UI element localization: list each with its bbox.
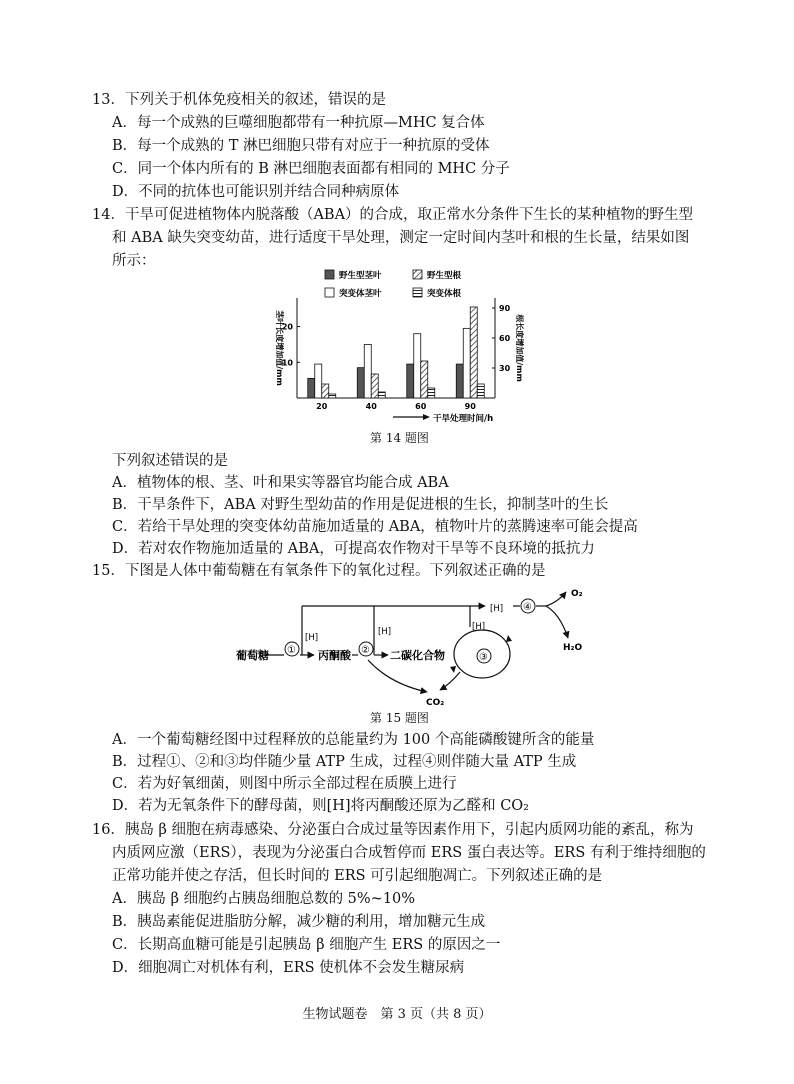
figure-15-caption: 第 15 题图	[370, 711, 429, 725]
y-axis-label-right: 根长度增加值/mm	[515, 314, 524, 382]
bar-野生型茎叶-40	[357, 368, 364, 398]
q16-stem-line3: 正常功能并使之存活，但长时间的 ERS 可引起细胞凋亡。下列叙述正确的是	[112, 868, 603, 884]
x-tick-label: 40	[365, 402, 377, 411]
bar-突变体根-40	[378, 392, 385, 398]
page-footer: 生物试题卷 第 3 页（共 8 页）	[302, 1007, 492, 1022]
h-label-4: [H]	[490, 604, 504, 614]
q15-option-c: C．若为好氧细菌，则图中所示全部过程在质膜上进行	[112, 776, 457, 792]
bar-突变体茎叶-20	[315, 364, 322, 398]
bar-野生型茎叶-20	[308, 378, 315, 398]
bar-突变体茎叶-40	[364, 344, 371, 398]
figure-14-caption: 第 14 题图	[370, 431, 429, 445]
bar-野生型根-60	[421, 361, 428, 398]
q15-stem: 15．下图是人体中葡萄糖在有氧条件下的氧化过程。下列叙述正确的是	[92, 563, 546, 579]
step-1-label: ①	[287, 645, 296, 656]
h2o-label: H₂O	[563, 643, 583, 653]
x-tick-label: 90	[464, 402, 476, 411]
q14-stem-line3: 所示：	[112, 253, 156, 269]
step-4-label: ④	[523, 602, 532, 613]
right-tick-label: 30	[499, 364, 511, 373]
bar-突变体茎叶-90	[463, 328, 470, 398]
q16-option-b: B．胰岛素能促进脂肪分解，减少糖的利用，增加糖元生成	[112, 914, 486, 930]
bar-突变体茎叶-60	[414, 334, 421, 398]
q15-option-d: D．若为无氧条件下的酵母菌，则[H]将丙酮酸还原为乙醛和 CO₂	[112, 798, 529, 814]
q13-option-b: B．每一个成熟的 T 淋巴细胞只带有对应于一种抗原的受体	[112, 138, 490, 154]
q14-option-b: B．干旱条件下，ABA 对野生型幼苗的作用是促进根的生长，抑制茎叶的生长	[112, 497, 609, 513]
pyruvate-label: 丙酮酸	[318, 649, 351, 662]
q14-option-c: C．若给干旱处理的突变体幼苗施加适量的 ABA，植物叶片的蒸腾速率可能会提高	[112, 519, 638, 535]
right-tick-label: 60	[499, 334, 511, 343]
legend-label: 野生型茎叶	[339, 271, 382, 281]
left-tick-label: 10	[281, 358, 293, 368]
q15-option-b: B．过程①、②和③均伴随少量 ATP 生成，过程④则伴随大量 ATP 生成	[112, 754, 577, 770]
q13-stem: 13．下列关于机体免疫相关的叙述，错误的是	[92, 92, 386, 108]
left-tick-label: 20	[281, 322, 293, 332]
glucose-label: 葡萄糖	[236, 649, 269, 662]
q14-lead: 下列叙述错误的是	[112, 453, 228, 469]
q16-stem-line1: 16．胰岛 β 细胞在病毒感染、分泌蛋白合成过量等因素作用下，引起内质网功能的紊乱，称为	[92, 822, 694, 838]
q14-option-a: A．植物体的根、茎、叶和果实等器官均能合成 ABA	[112, 475, 449, 491]
right-tick-label: 90	[499, 304, 511, 313]
figure-14-chart	[255, 262, 555, 430]
legend-swatch-突变体茎叶	[325, 288, 334, 297]
x-tick-label: 60	[415, 402, 427, 411]
bar-野生型根-40	[371, 374, 378, 398]
bar-野生型茎叶-60	[407, 364, 414, 398]
co2-label: CO₂	[426, 698, 445, 708]
bar-突变体根-20	[329, 394, 336, 398]
legend-swatch-突变体根	[413, 288, 422, 297]
bar-野生型茎叶-90	[456, 364, 463, 398]
q14-option-d: D．若对农作物施加适量的 ABA，可提高农作物对干旱等不良环境的抵抗力	[112, 541, 595, 557]
step-3-label: ③	[479, 652, 488, 663]
x-axis-label: 干旱处理时间/h	[433, 414, 494, 424]
q13-option-c: C．同一个体内所有的 B 淋巴细胞表面都有相同的 MHC 分子	[112, 161, 510, 177]
q15-option-a: A．一个葡萄糖经图中过程释放的总能量约为 100 个高能磷酸键所含的能量	[112, 732, 595, 748]
bar-突变体根-60	[428, 388, 435, 398]
q16-option-d: D．细胞凋亡对机体有利，ERS 使机体不会发生糖尿病	[112, 960, 465, 976]
q16-option-c: C．长期高血糖可能是引起胰岛 β 细胞产生 ERS 的原因之一	[112, 937, 501, 953]
legend-label: 野生型根	[427, 271, 462, 281]
legend-label: 突变体茎叶	[339, 289, 382, 299]
legend-swatch-野生型茎叶	[325, 270, 334, 279]
q16-option-a: A．胰岛 β 细胞约占胰岛细胞总数的 5%~10%	[112, 891, 416, 907]
h-label-1: [H]	[305, 633, 319, 643]
h-label-3: [H]	[472, 622, 486, 632]
q13-option-d: D．不同的抗体也可能识别并结合同种病原体	[112, 184, 400, 200]
q13-option-a: A．每一个成熟的巨噬细胞都带有一种抗原—MHC 复合体	[112, 115, 485, 131]
o2-label: O₂	[571, 589, 583, 599]
bar-突变体根-90	[477, 384, 484, 398]
q14-stem-line1: 14．干旱可促进植物体内脱落酸（ABA）的合成，取正常水分条件下生长的某种植物的野生型	[92, 207, 694, 223]
q14-stem-line2: 和 ABA 缺失突变幼苗，进行适度干旱处理，测定一定时间内茎叶和根的生长量，结果如图	[112, 230, 690, 246]
h-label-2: [H]	[378, 627, 392, 637]
bar-野生型根-90	[470, 307, 477, 398]
bar-野生型根-20	[322, 384, 329, 398]
legend-label: 突变体根	[427, 289, 462, 299]
q16-stem-line2: 内质网应激（ERS），表现为分泌蛋白合成暂停而 ERS 蛋白表达等。ERS 有利于维持细胞的	[112, 845, 706, 861]
x-tick-label: 20	[316, 402, 328, 411]
two-carbon-compound-label: 二碳化合物	[390, 649, 445, 662]
x-axis-arrow-head	[423, 414, 430, 420]
legend-swatch-野生型根	[413, 270, 422, 279]
step-2-label: ②	[361, 645, 370, 656]
figure-15-diagram	[230, 584, 590, 710]
y-axis-label-left: 茎叶长度增加值/mm	[275, 310, 284, 386]
